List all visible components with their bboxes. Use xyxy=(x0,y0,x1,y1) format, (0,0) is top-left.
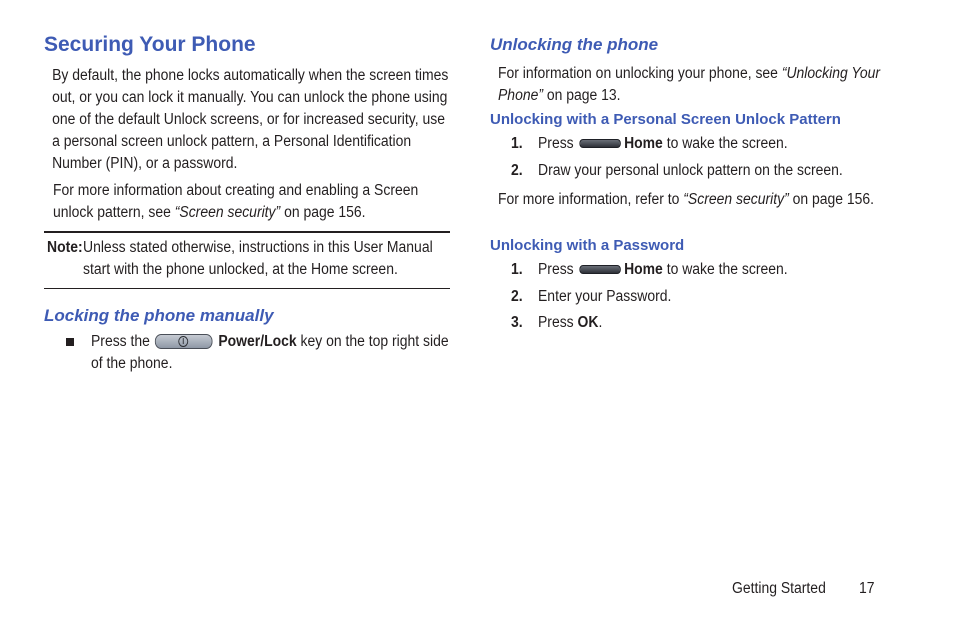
more-info-suffix: on page 156. xyxy=(280,204,366,221)
unlocking-paragraph xyxy=(498,63,885,107)
page-number: 17 xyxy=(859,580,875,597)
step-suffix: . xyxy=(598,314,603,331)
pattern-more-suffix: on page 156. xyxy=(788,191,875,208)
locking-bullet-suffix: key on the top right side of the phone. xyxy=(91,333,449,372)
pattern-more-reference: “Screen security” xyxy=(683,191,789,208)
step-number: 1. xyxy=(511,261,523,278)
step-number: 1. xyxy=(511,135,523,152)
unlocking-heading: Unlocking the phone xyxy=(490,35,659,54)
pattern-more-prefix: For more information, refer to xyxy=(498,191,684,208)
step-text: Enter your Password. xyxy=(538,288,672,305)
power-key-icon xyxy=(155,334,213,349)
note-top-rule xyxy=(44,231,450,233)
unlocking-reference: “Unlocking Your Phone” xyxy=(498,65,881,104)
step-text xyxy=(538,259,788,281)
more-info-prefix: For more information about creating and enabling a Screen unlock pattern, see xyxy=(53,182,419,221)
home-key-icon xyxy=(579,139,620,148)
locking-bullet-prefix: Press the xyxy=(91,333,150,350)
step-prefix: Press xyxy=(538,261,574,278)
step-suffix: to wake the screen. xyxy=(666,135,788,152)
locking-heading: Locking the phone manually xyxy=(44,306,274,325)
step-number: 2. xyxy=(511,162,523,179)
unlocking-suffix: on page 13. xyxy=(542,87,621,104)
step-suffix: to wake the screen. xyxy=(666,261,788,278)
power-lock-key-label: Power/Lock xyxy=(218,333,297,350)
screen-security-reference: “Screen security” xyxy=(174,204,281,221)
note-label: Note: xyxy=(47,239,83,256)
home-key-icon xyxy=(579,265,620,274)
step-prefix: Press xyxy=(538,314,574,331)
more-info-paragraph xyxy=(53,180,449,224)
note-bottom-rule xyxy=(44,288,450,289)
pattern-heading: Unlocking with a Personal Screen Unlock Pattern xyxy=(490,111,841,128)
page-title: Securing Your Phone xyxy=(44,33,256,56)
step-number: 2. xyxy=(511,288,523,305)
step-prefix: Press xyxy=(538,135,574,152)
password-heading: Unlocking with a Password xyxy=(490,237,685,254)
note-text: Unless stated otherwise, instructions in this User Manual start with the phone unlocked, at the Home screen. xyxy=(83,239,433,278)
ok-label: OK xyxy=(577,314,599,331)
locking-bullet xyxy=(91,331,451,375)
footer-section: Getting Started xyxy=(732,580,826,597)
intro-text: By default, the phone locks automatically when the screen times out, or you can lock it manually. You can unlock the phone using one of the default Unlock screens, or for increased security, use a personal screen unlock pattern, a Personal Identification Number (PIN), or a password. xyxy=(52,67,449,172)
step-text xyxy=(538,133,788,155)
bullet-icon xyxy=(66,338,74,346)
step-text: Draw your personal unlock pattern on the screen. xyxy=(538,162,843,179)
step-text xyxy=(538,312,602,334)
pattern-more-paragraph xyxy=(498,189,885,211)
intro-paragraph xyxy=(44,65,449,175)
step-number: 3. xyxy=(511,314,523,331)
home-key-label: Home xyxy=(624,261,663,278)
unlocking-prefix: For information on unlocking your phone, see xyxy=(498,65,782,82)
home-key-label: Home xyxy=(624,135,663,152)
